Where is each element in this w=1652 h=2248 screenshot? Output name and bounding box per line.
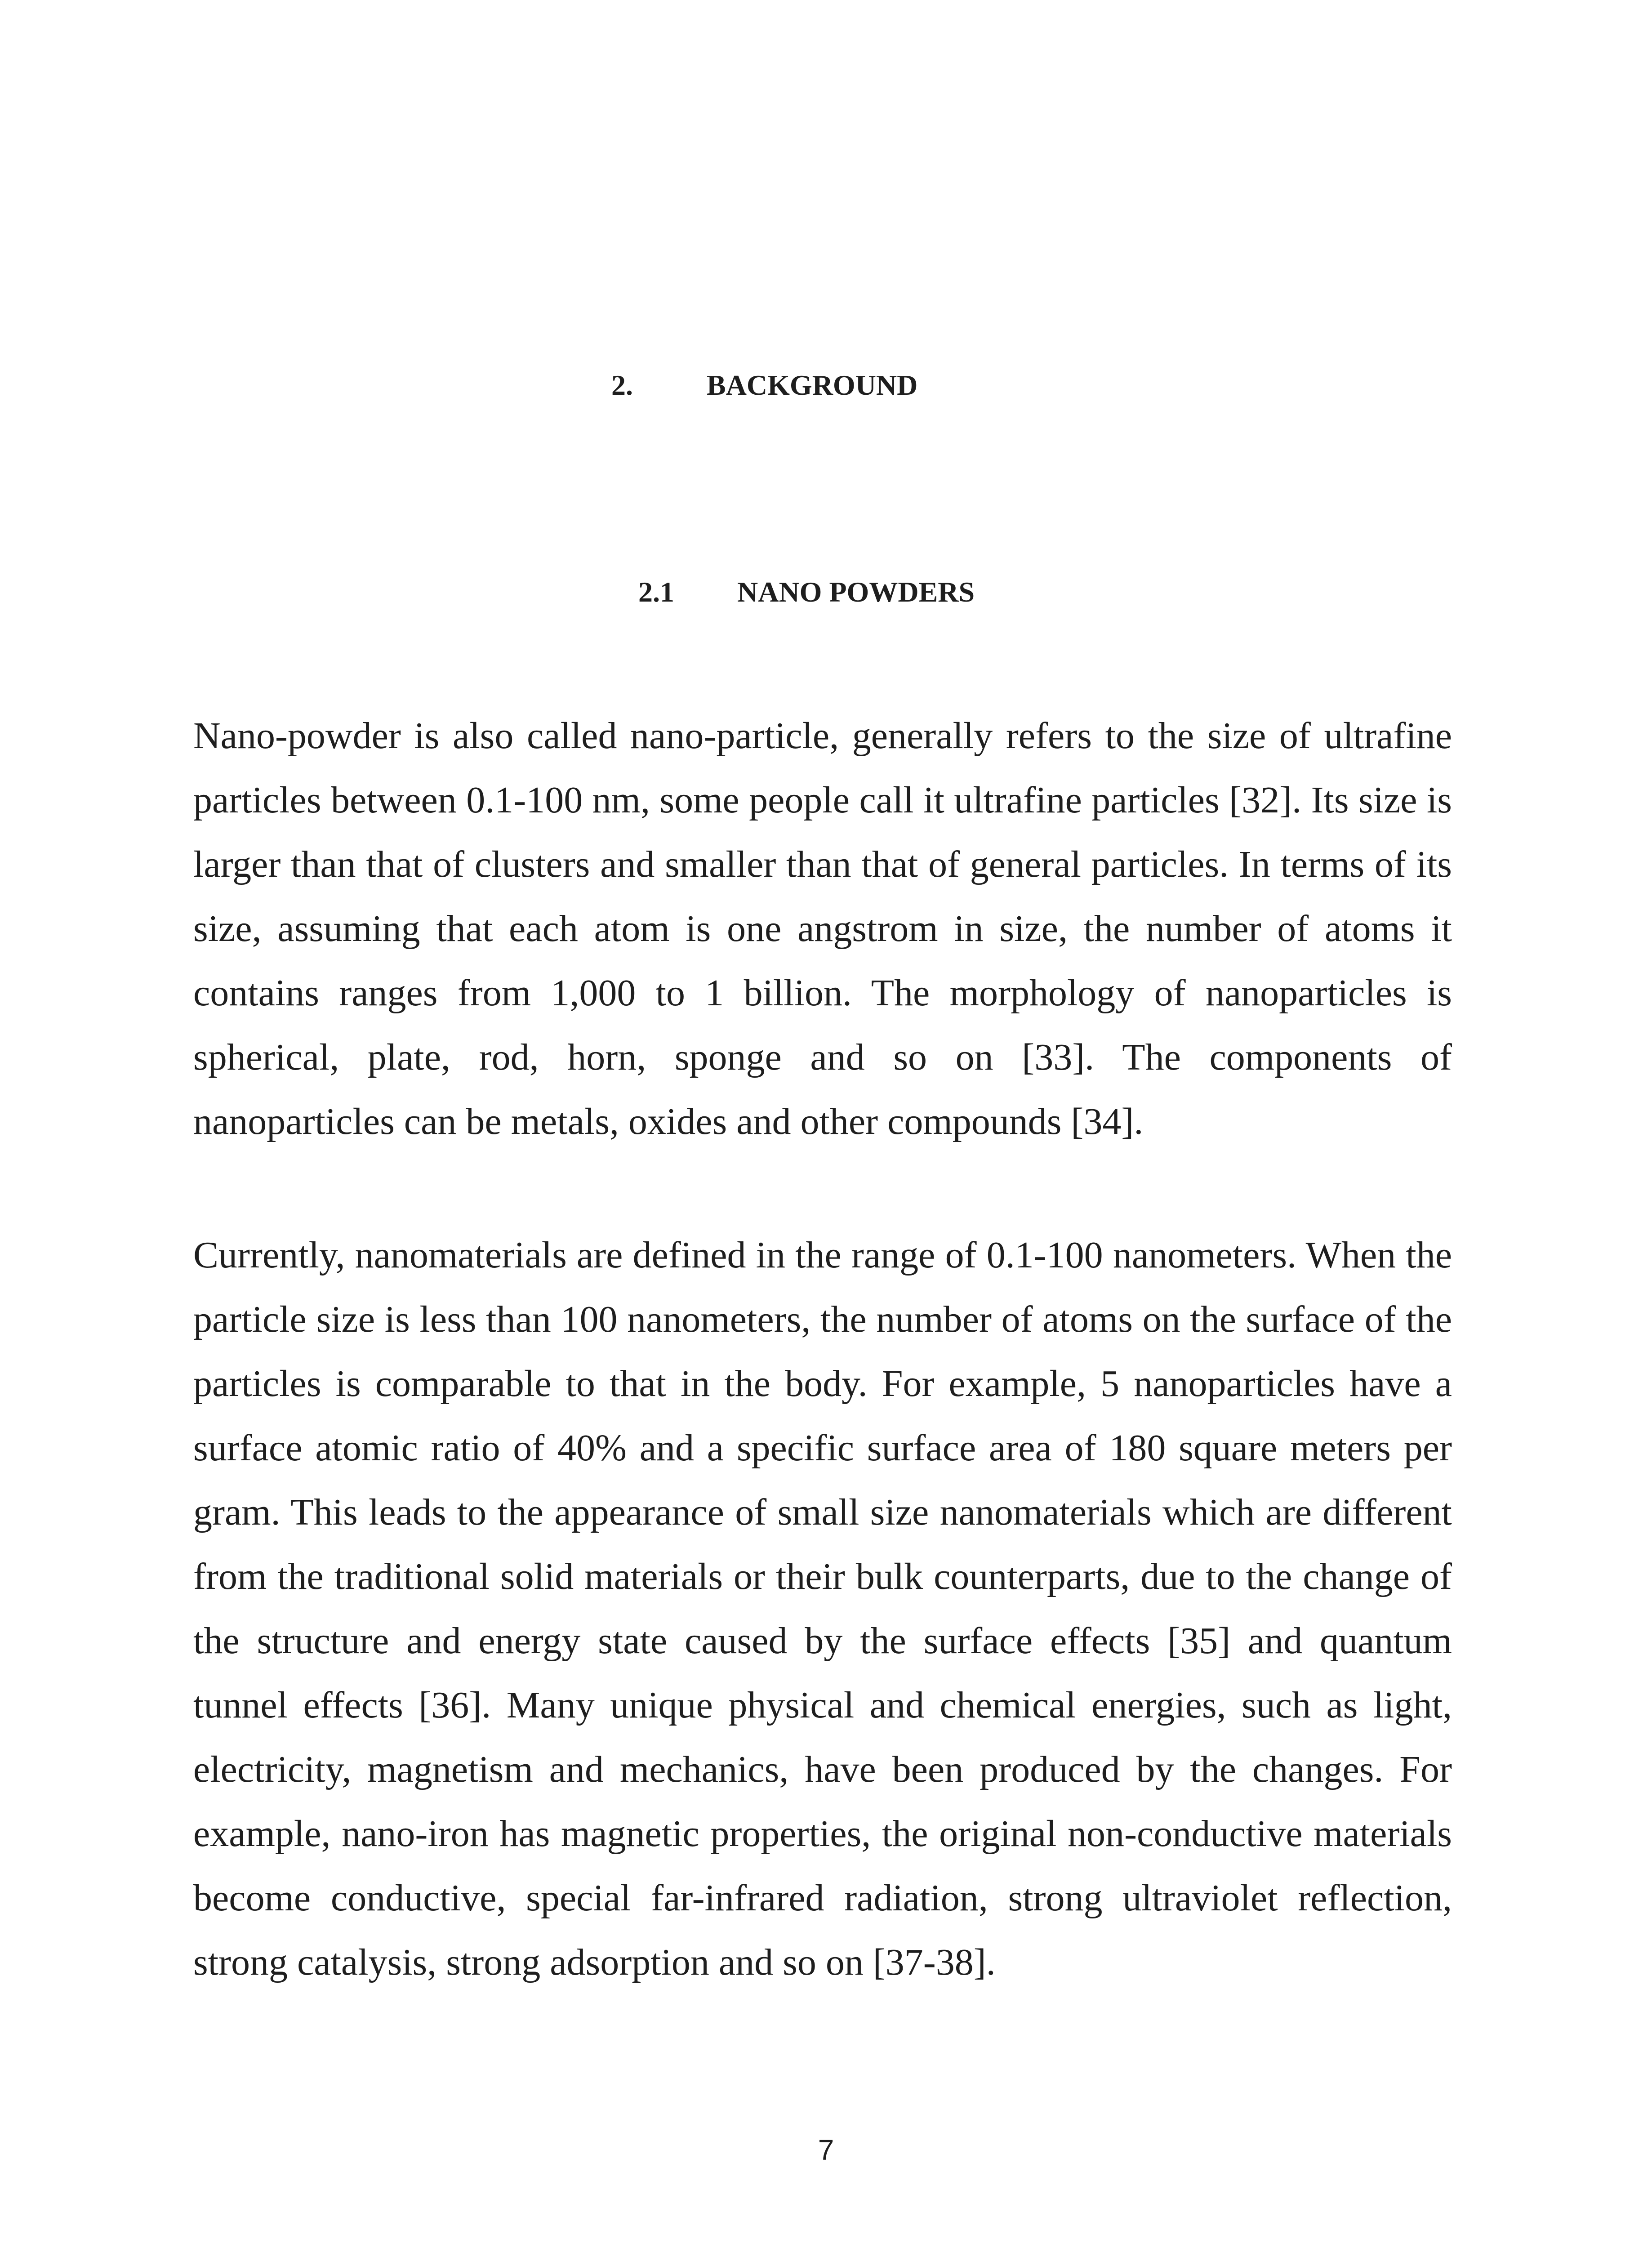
chapter-number: 2. xyxy=(611,369,633,401)
page-number: 7 xyxy=(818,2134,834,2166)
body-paragraph-1: Nano-powder is also called nano-particle, generally refers to the size of ultrafine particles between 0.1-100 nm, some people call it ultrafine particles [32]. Its size is larger than that of clusters and smaller than that of general particles. In terms of its size, assuming that each atom is one angstrom in size, the number of atoms it contains ranges from 1,000 to 1 billion. The morphology of nanoparticles is spherical, plate, rod, horn, sponge and so on [33]. The components of nanoparticles can be metals, oxides and other compounds [34]. xyxy=(193,715,1452,1142)
chapter-title: BACKGROUND xyxy=(707,369,918,401)
body-paragraph-2: Currently, nanomaterials are defined in the range of 0.1-100 nanometers. When the particle size is less than 100 nanometers, the number of atoms on the surface of the particles is comparable to that in the body. For example, 5 nanoparticles have a surface atomic ratio of 40% and a specific surface area of 180 square meters per gram. This leads to the appearance of small size nanomaterials which are different from the traditional solid materials or their bulk counterparts, due to the change of the structure and energy state caused by the surface effects [35] and quantum tunnel effects [36]. Many unique physical and chemical energies, such as light, electricity, magnetism and mechanics, have been produced by the changes. For example, nano-iron has magnetic properties, the original non-conductive materials become conductive, special far-infrared radiation, strong ultraviolet reflection, strong catalysis, strong adsorption and so on [37-38]. xyxy=(193,1234,1452,1983)
chapter-heading xyxy=(611,371,917,400)
section-title: NANO POWDERS xyxy=(737,576,975,608)
section-number: 2.1 xyxy=(638,576,674,608)
section-heading xyxy=(638,578,975,607)
